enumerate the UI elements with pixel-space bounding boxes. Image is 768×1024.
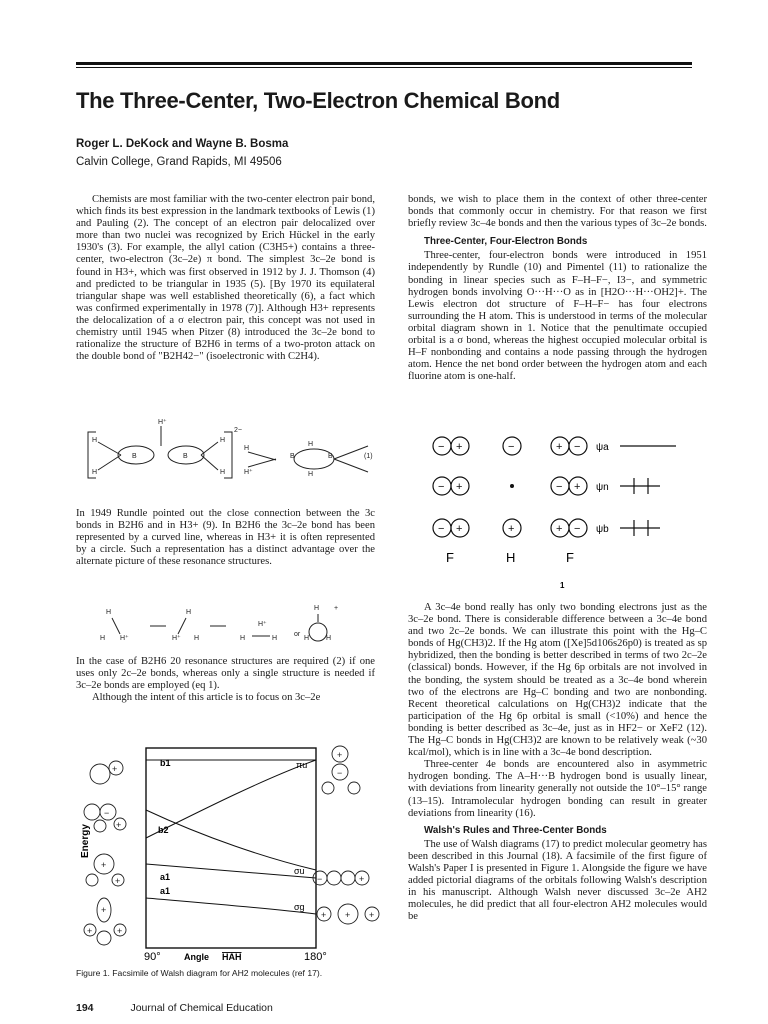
left-column-bottom <box>76 656 375 704</box>
svg-text:+: + <box>117 926 123 936</box>
svg-text:B: B <box>290 453 295 460</box>
svg-text:+: + <box>87 926 93 936</box>
svg-text:H⁺: H⁺ <box>172 635 181 642</box>
svg-text:−: − <box>438 481 445 493</box>
svg-text:+: + <box>115 876 121 886</box>
svg-text:H⁺: H⁺ <box>120 635 129 642</box>
mo-label-psi-b: ψb <box>596 524 609 535</box>
svg-text:H: H <box>100 635 106 642</box>
walsh-x-right: 180° <box>304 951 327 963</box>
left-column-mid <box>76 508 375 568</box>
svg-text:−: − <box>508 441 515 453</box>
svg-text:−: − <box>556 481 563 493</box>
svg-text:+: + <box>112 764 118 774</box>
paragraph-hg: A 3c–4e bond really has only two bonding electrons just as the 3c–2e bond. There is considerable difference between a 3c–4e bond and two 2c–2e bonds. We can illustrate this point with the Hg–C bonds of Hg(CH3)2. If the Hg atom ([Xe]5d106s26p0) is treated as sp hybridized, then the bonding is better described in terms of two 2c–2e (classical) bonds. However, if the Hg 6p orbitals are not involved in the bonding, the system should be treated as a 3c–4e bond wherein two of the electrons are Hg–C bonding and two are nonbonding. Recent theoretical calculations on Hg(CH3)2 indicate that the participation of the Hg 6p orbital is small (<10%) and hence the bonding is better described as 3c–4e, just as in HF2− or XeF2 (12). The Hg–C bonds in Hg(CH3)2 are known to be relatively weak (~30 kcal/mol), which is in line with a 3c–4e bond description. <box>408 602 707 759</box>
right-column-bottom <box>408 602 707 923</box>
article-affiliation: Calvin College, Grand Rapids, MI 49506 <box>76 156 282 168</box>
section-heading-walsh: Walsh's Rules and Three-Center Bonds <box>424 824 607 836</box>
svg-text:H: H <box>240 635 246 642</box>
svg-text:2−: 2− <box>234 427 242 434</box>
walsh-ylabel: Energy <box>80 824 91 858</box>
paragraph-3c4e: Three-center, four-electron bonds were introduced in 1951 independently by Rundle (10) and Pimentel (11) to rationalize the bonding in linear species such as F–H–F−, I3−, and symmetric hydrogen bonds involving O···H···O as in [H2O···H···OH2]+. The Lewis electron dot structure of F–H–F− has four electrons surrounding the H atom. This is understood in terms of the molecular orbital diagram shown in 1. Notice that the penultimate occupied orbital is a σ bond, whereas the highest occupied molecular orbital is H–F nonbonding and contains a node passing through the hydrogen atom. Hence the net bond order between the hydrogen atom and each fluorine atom is one-half. <box>408 250 707 383</box>
section-heading-3c4e: Three-Center, Four-Electron Bonds <box>424 236 588 248</box>
walsh-label-pi-u: πu <box>296 760 308 770</box>
svg-text:+: + <box>101 905 107 915</box>
svg-text:+: + <box>337 750 343 760</box>
article-title: The Three-Center, Two-Electron Chemical Bond <box>76 88 560 113</box>
svg-text:H: H <box>194 635 200 642</box>
mo-figure-label: 1 <box>560 581 565 590</box>
svg-text:+: + <box>574 481 581 493</box>
top-rule <box>76 62 692 65</box>
walsh-diagram <box>76 738 386 963</box>
walsh-x-mid: Angle <box>184 952 210 962</box>
paragraph-context: bonds, we wish to place them in the context of other three-center bonds that commonly occur in chemistry. For that reason we first briefly review 3c–4e bonds and then the various types of 3c–2e bonds. <box>408 194 707 230</box>
page-number: 194 <box>76 1002 94 1014</box>
walsh-x-left: 90° <box>144 951 161 963</box>
svg-text:+: + <box>359 874 365 884</box>
mo-diagram-1 <box>420 432 710 592</box>
svg-text:H: H <box>304 635 310 642</box>
svg-text:+: + <box>456 441 463 453</box>
paragraph-rundle: In 1949 Rundle pointed out the close connection between the 3c bonds in B2H6 and in H3+ (9). In B2H6 the 3c–2e bond has been represented by a curved line, whereas in H3+ it is often represented by a circle. Such a representation has a distinct advantage over the alternate picture of these resonance structures. <box>76 508 375 568</box>
svg-text:+: + <box>101 860 107 870</box>
walsh-label-sigma-u: σu <box>294 866 305 876</box>
svg-text:+: + <box>456 523 463 535</box>
walsh-label-a1-top: a1 <box>160 872 171 882</box>
svg-text:−: − <box>438 441 445 453</box>
equation-1-label: (1) <box>364 453 373 460</box>
walsh-label-a1-bottom: a1 <box>160 886 171 896</box>
svg-text:+: + <box>556 523 563 535</box>
svg-text:B: B <box>183 453 188 460</box>
mo-label-psi-a: ψa <box>596 442 609 453</box>
top-rule-thin <box>76 67 692 68</box>
paragraph-hbond: Three-center 4e bonds are encountered also in asymmetric hydrogen bonding. The A–H···B hydrogen bond is usually linear, with deviations from linearity generally not outside the 10°–15° range (13–15). Intramolecular hydrogen bonding can result in greater deviations from linearity (16). <box>408 759 707 819</box>
svg-text:H: H <box>220 469 226 476</box>
svg-text:B: B <box>328 453 333 460</box>
svg-text:+: + <box>456 481 463 493</box>
walsh-label-b1: b1 <box>160 758 171 768</box>
mo-atom-h: H <box>506 550 516 565</box>
walsh-label-sigma-g: σg <box>294 902 305 912</box>
mo-atom-f-left: F <box>446 550 454 565</box>
svg-text:+: + <box>334 605 339 612</box>
paragraph-walsh: The use of Walsh diagrams (17) to predict molecular geometry has been described in this Journal (18). A facsimile of the first figure of Walsh's Paper I is presented in Figure 1. Alongside the figure we have added pictorial diagrams of the orbitals following Walsh's description in his manuscript. Although Walsh never discussed 3c–2e AH2 molecules, he did predict that all four-electron AH2 molecules would be <box>408 838 707 923</box>
h3-resonance-figure <box>90 600 370 650</box>
svg-text:−: − <box>438 523 445 535</box>
svg-text:H: H <box>326 635 332 642</box>
svg-text:H⁺: H⁺ <box>244 469 253 476</box>
svg-text:+: + <box>116 820 122 830</box>
svg-text:B: B <box>132 453 137 460</box>
svg-text:+: + <box>345 910 351 920</box>
svg-text:−: − <box>337 768 343 778</box>
svg-text:H⁺: H⁺ <box>158 419 167 426</box>
paragraph-intro: Chemists are most familiar with the two-center electron pair bond, which finds its best expression in the landmark textbooks of Lewis (1) and Pauling (2). The concept of an electron pair delocalized over more than two nuclei was recognized by Erich Hückel in the early 1930's (3). For example, the allyl cation (C3H5+) contains a three-center, two-electron (3c–2e) π bond. The simplest 3c–2e bond is found in H3+, which was first observed in 1912 by J. J. Thomson (4) and predicted to be triangular in 1935 (5). [By 1970 its equilateral triangular shape was well established theoretically (6), a fact which was confirmed experimentally in 1978 (7)]. Although H3+ represents the delocalization of a σ electron pair, this concept was not used in chemistry until 1945 when Pitzer (8) introduced the 3c–2e bond to rationalize the structure of B2H6 in terms of a two-proton attack on the double bond of "B2H42−" (isoelectronic with C2H4). <box>76 194 375 363</box>
svg-text:or: or <box>294 631 301 638</box>
svg-text:+: + <box>556 441 563 453</box>
svg-text:H: H <box>106 609 112 616</box>
page-footer <box>76 1002 273 1014</box>
paragraph-resonance: In the case of B2H6 20 resonance structures are required (2) if one uses only 2c–2e bonds, whereas only a single structure is needed if 3c–2e bonds are employed (eq 1). <box>76 656 375 692</box>
journal-name: Journal of Chemical Education <box>130 1002 273 1014</box>
paragraph-intent: Although the intent of this article is to focus on 3c–2e <box>92 692 321 704</box>
svg-text:−: − <box>574 441 581 453</box>
svg-text:+: + <box>321 910 327 920</box>
figure-1-caption: Figure 1. Facsimile of Walsh diagram for AH2 molecules (ref 17). <box>76 968 323 978</box>
svg-text:H: H <box>308 471 314 478</box>
svg-text:H⁺: H⁺ <box>258 621 267 628</box>
equation-1-figure <box>76 412 386 502</box>
svg-text:H: H <box>186 609 192 616</box>
svg-text:+: + <box>508 523 515 535</box>
svg-text:H: H <box>272 635 278 642</box>
svg-text:H: H <box>244 445 250 452</box>
left-column-top <box>76 194 375 363</box>
article-authors: Roger L. DeKock and Wayne B. Bosma <box>76 138 289 150</box>
svg-text:H: H <box>314 605 320 612</box>
svg-text:H: H <box>92 469 98 476</box>
svg-text:−: − <box>104 808 110 818</box>
svg-text:−: − <box>574 523 581 535</box>
mo-label-psi-n: ψn <box>596 482 609 493</box>
walsh-x-mid-symbol: HAH <box>222 952 242 962</box>
mo-atom-f-right: F <box>566 550 574 565</box>
svg-text:H: H <box>308 441 314 448</box>
walsh-label-b2: b2 <box>158 825 169 835</box>
svg-text:H: H <box>220 437 226 444</box>
svg-text:+: + <box>369 910 375 920</box>
svg-text:H: H <box>92 437 98 444</box>
svg-text:−: − <box>317 874 323 884</box>
right-column-top <box>408 194 707 383</box>
